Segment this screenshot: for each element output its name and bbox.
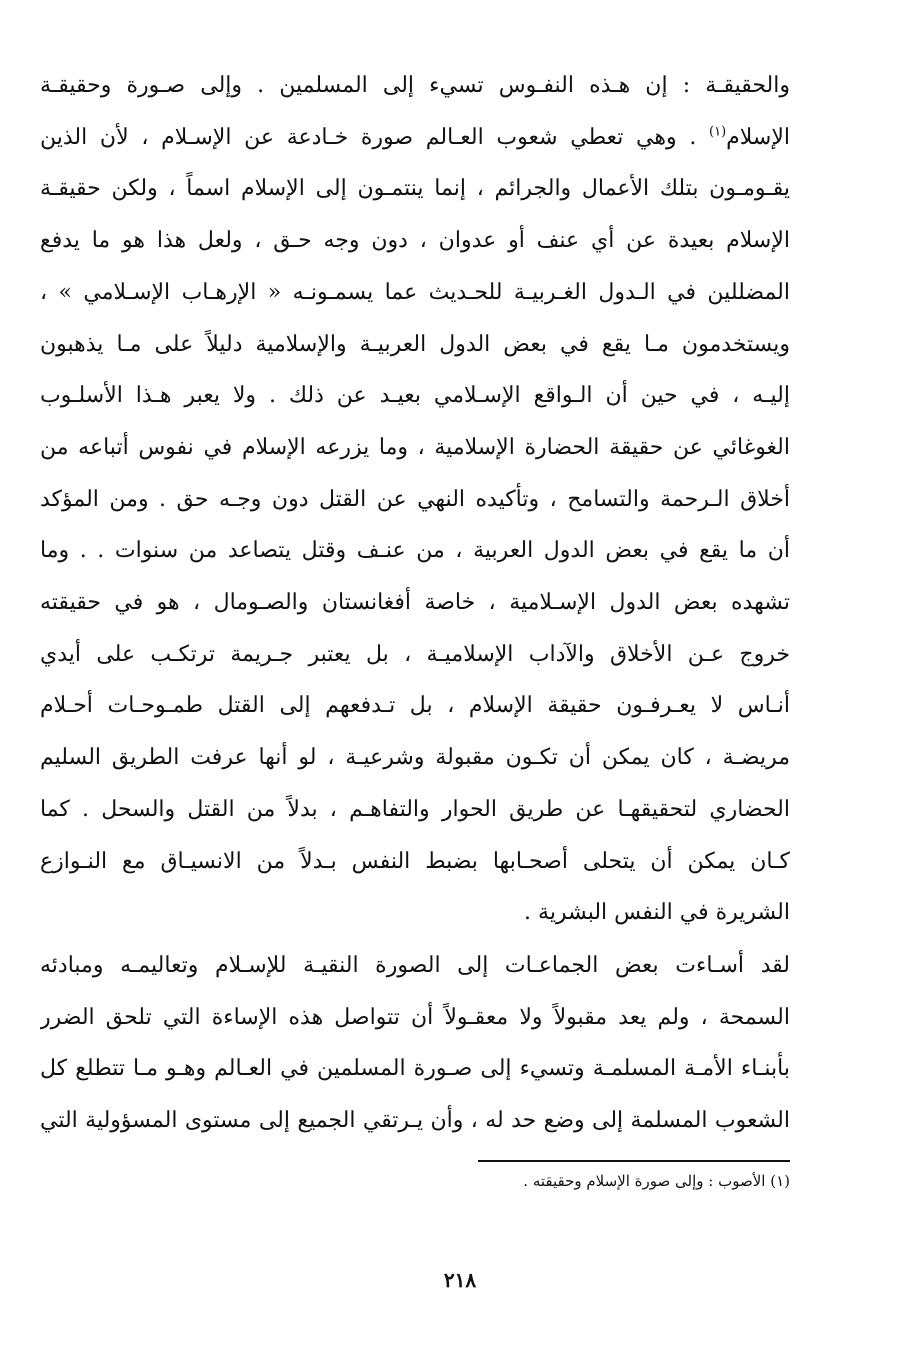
- text-line: لقد أسـاءت بعض الجماعـات إلى الصورة النقيـة للإسـلام وتعاليمـه ومبادئه: [40, 953, 790, 978]
- text-line: الشريرة في النفس البشرية .: [524, 900, 790, 926]
- text-line: السمحة ، ولم يعد مقبولاً ولا معقـولاً أن تتواصل هذه الإساءة التي تلحق الضرر: [40, 1004, 790, 1030]
- text-line-start: الإسلام: [726, 124, 790, 150]
- footnote-marker[interactable]: (١): [709, 124, 727, 140]
- text-line: الإسلام بعيدة عن أي عنف أو عدوان ، دون وجه حـق ، ولعل هذا هو ما يدفع: [40, 228, 790, 254]
- paragraph-2: [40, 940, 790, 1147]
- text-line: تشهده بعض الدول الإسـلامية ، خاصة أفغانستان والصـومال ، هو في حقيقته: [40, 590, 790, 616]
- text-line: والحقيقـة : إن هـذه النفـوس تسيء إلى المسلمين . وإلى صـورة وحقيقـة: [40, 73, 790, 98]
- text-line: إليـه ، في حين أن الـواقع الإسـلامي بعيـد عن ذلك . ولا يعبر هـذا الأسلـوب: [40, 383, 790, 409]
- text-line: [40, 112, 790, 164]
- text-line: بأبنـاء الأمـة المسلمـة وتسيء إلى صـورة المسلمين في العـالم وهـو مـا تتطلع كل: [40, 1056, 790, 1082]
- text-line: ويستخدمون مـا يقع في بعض الدول العربيـة والإسلامية دليلاً على مـا يذهبون: [40, 331, 790, 357]
- text-line-rest: . وهي تعطي شعوب العـالم صورة خـادعة عن الإسـلام ، لأن الذين: [40, 124, 710, 150]
- text-line: يقـومـون بتلك الأعمال والجرائم ، إنما ينتمـون إلى الإسلام اسماً ، ولكن حقيقـة: [40, 176, 790, 202]
- text-line: الشعوب المسلمة إلى وضع حد له ، وأن يـرتقي الجميع إلى مستوى المسؤولية التي: [40, 1108, 790, 1134]
- footnote: (١) الأصوب : وإلى صورة الإسلام وحقيقته .: [523, 1172, 790, 1190]
- text-line: الغوغائي عن حقيقة الحضارة الإسلامية ، وما يزرعه الإسلام في نفوس أتباعه من: [40, 434, 790, 460]
- footnote-divider: [478, 1160, 790, 1162]
- text-line: أخلاق الـرحمة والتسامح ، وتأكيده النهي عن القتل دون وجـه حق . ومن المؤكد: [40, 486, 790, 512]
- text-line: الحضاري لتحقيقهـا عن طريق الحوار والتفاهـم ، بدلاً من القتل والسحل . كما: [40, 796, 790, 822]
- paragraph-1: [40, 60, 790, 939]
- text-line: أنـاس لا يعـرفـون حقيقة الإسلام ، بل تـدفعهم إلى القتل طمـوحـات أحـلام: [40, 693, 790, 719]
- page-number: ٢١٨: [443, 1268, 477, 1292]
- text-line: مريضـة ، كان يمكن أن تكـون مقبولة وشرعيـة ، لو أنها عرفت الطريق السليم: [40, 745, 790, 771]
- text-line: أن ما يقع في بعض الدول العربية ، من عنـف وقتل يتصاعد من سنوات . . وما: [40, 538, 790, 564]
- text-line: خروج عـن الأخلاق والآداب الإسلاميـة ، بل يعتبر جـريمة ترتكـب على أيدي: [40, 641, 790, 667]
- text-line: كـان يمكن أن يتحلى أصحـابها بضبط النفس بـدلاً من الانسيـاق مع النـوازع: [40, 848, 790, 874]
- text-line: المضللين في الـدول الغـربيـة للحـديث عما يسمـونـه « الإرهـاب الإسـلامي » ،: [40, 279, 790, 305]
